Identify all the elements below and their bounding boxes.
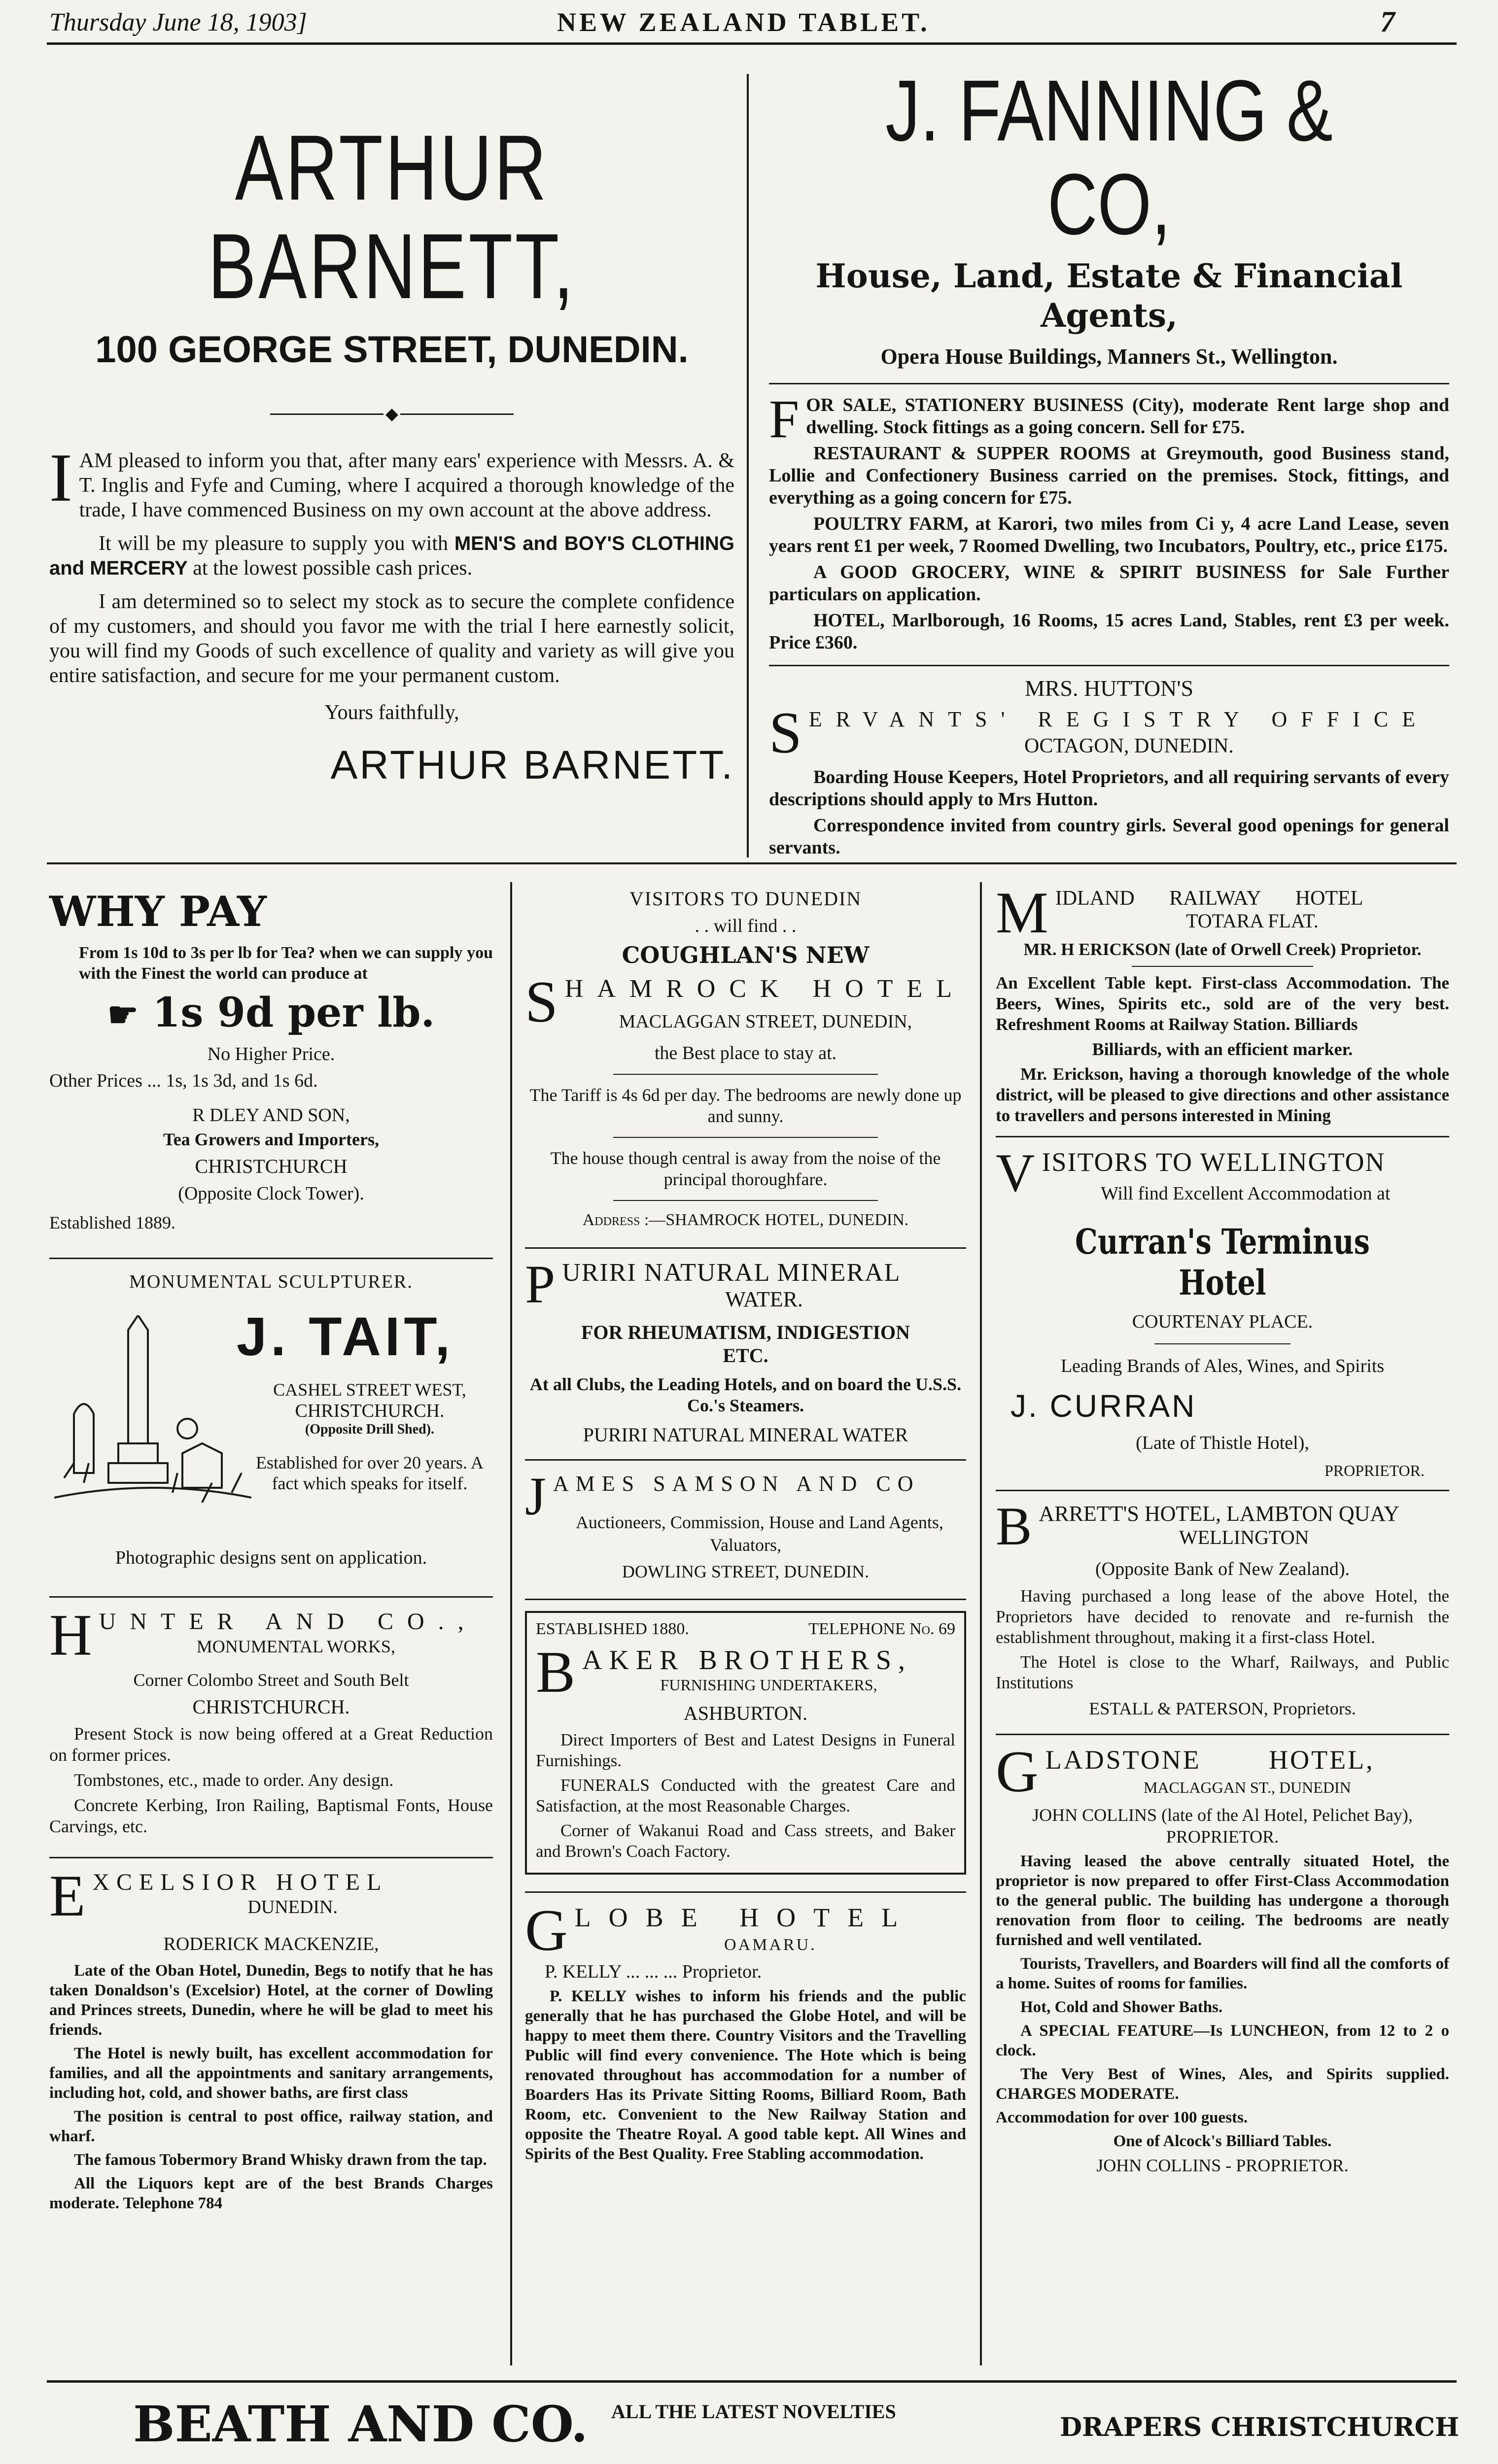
puriri-header bbox=[525, 1254, 966, 1314]
footer-novelties: ALL THE LATEST NOVELTIES bbox=[611, 2400, 896, 2423]
fanning-listings bbox=[769, 389, 1449, 654]
dropcap: V bbox=[996, 1143, 1035, 1203]
ad-samson bbox=[525, 1466, 966, 1582]
gladstone-name: LADSTONE HOTEL, bbox=[1045, 1745, 1375, 1775]
ad-puriri bbox=[525, 1254, 966, 1446]
baker-city: ASHBURTON. bbox=[683, 1702, 808, 1724]
hunter-city: CHRISTCHURCH. bbox=[192, 1696, 350, 1718]
ad-barrett bbox=[996, 1496, 1449, 1719]
hunter-para-3: Concrete Kerbing, Iron Railing, Baptismal Fonts, House Carvings, etc. bbox=[49, 1795, 493, 1836]
curran-late: (Late of Thistle Hotel), bbox=[1136, 1433, 1309, 1453]
gladstone-para-2: Tourists, Travellers, and Boarders will find all the comforts of a home. Suites of rooms for families. bbox=[996, 1955, 1449, 1992]
listing-5: HOTEL, Marlborough, 16 Rooms, 15 acres Land, Stables, rent £3 per week. Price £360. bbox=[769, 610, 1449, 653]
footer-drapers: DRAPERS CHRISTCHURCH bbox=[1060, 2412, 1460, 2442]
header-rule bbox=[47, 42, 1457, 45]
gladstone-para-3: Hot, Cold and Shower Baths. bbox=[1020, 1998, 1223, 2016]
dropcap: E bbox=[49, 1863, 86, 1928]
monument-illustration bbox=[54, 1315, 251, 1522]
hunter-name: UNTER AND CO., bbox=[99, 1608, 478, 1635]
excelsior-header bbox=[49, 1863, 493, 1928]
whypay-price-text: 1s 9d per lb. bbox=[152, 989, 435, 1036]
tait-street: CASHEL STREET WEST, bbox=[273, 1380, 466, 1400]
baker-para-2: FUNERALS Conducted with the greatest Care and Satisfaction, at the most Reasonable Charges. bbox=[536, 1776, 955, 1815]
ad-fanning bbox=[769, 64, 1449, 863]
gladstone-para-5: The Very Best of Wines, Ales, and Spirits supplied. CHARGES MODERATE. bbox=[996, 2065, 1449, 2103]
rule bbox=[525, 1891, 966, 1893]
tait-city: CHRISTCHURCH. bbox=[295, 1401, 445, 1421]
barnett-para-1-text: AM pleased to inform you that, after many ears' experience with Messrs. A. & T. Inglis and Fyfe and Cuming, where I acquired a thorough knowledge of the trade, I have commenced Business on my own account at the above address. bbox=[79, 449, 734, 521]
whypay-opposite: (Opposite Clock Tower). bbox=[178, 1183, 364, 1204]
listing-2: RESTAURANT & SUPPER ROOMS at Greymouth, good Business stand, Lollie and Confectionery Business carried on the premises. Stock, fittings, and everything as a going concern for £75. bbox=[769, 443, 1449, 508]
curran-hotel-text: Curran's Terminus Hotel bbox=[1075, 1221, 1370, 1303]
baker-para-3: Corner of Wakanui Road and Cass streets, and Baker and Brown's Coach Factory. bbox=[536, 1821, 955, 1861]
dropcap: P bbox=[525, 1254, 556, 1314]
rule bbox=[613, 1074, 878, 1075]
shamrock-header bbox=[525, 969, 966, 1035]
whypay-established: Established 1889. bbox=[49, 1213, 175, 1232]
globe-para-1: P. KELLY wishes to inform his friends and the public generally that he has purchased the Globe Hotel, and will be happy to meet them there. Country Visitors and the Travelling Public will find every convenience. The Hote which is being renovated throughout has accommodation for a number of Boarders Has its Private Sitting Rooms, Billiard Room, Bath Room, etc. Convenient to the New Railway Station and opposite the Theatre Royal. A good table kept. All Wines and Spirits of the Best Quality. Free Stabling accommodation. bbox=[525, 1987, 966, 2163]
puriri-for: FOR RHEUMATISM, INDIGESTION bbox=[581, 1321, 910, 1343]
hunter-works: MONUMENTAL WORKS, bbox=[196, 1637, 395, 1656]
gladstone-para-7: One of Alcock's Billiard Tables. bbox=[1113, 2132, 1332, 2150]
whypay-title: WHY PAY bbox=[49, 887, 267, 936]
puriri-at: At all Clubs, the Leading Hotels, and on board the U.S.S. Co.'s Steamers. bbox=[529, 1374, 962, 1415]
globe-name: LOBE HOTEL bbox=[574, 1903, 916, 1932]
whypay-other: Other Prices ... 1s, 1s 3d, and 1s 6d. bbox=[49, 1070, 318, 1091]
barrett-header bbox=[996, 1496, 1449, 1556]
ad-hunter bbox=[49, 1602, 493, 1837]
fanning-name-text: J. FANNING & CO, bbox=[885, 63, 1333, 253]
shamrock-street: MACLAGGAN STREET, DUNEDIN, bbox=[619, 1011, 912, 1032]
shamrock-coughlan: COUGHLAN'S NEW bbox=[622, 942, 870, 968]
ad-hutton bbox=[769, 675, 1449, 859]
whypay-trade: Tea Growers and Importers, bbox=[163, 1129, 379, 1149]
curran-place: COURTENAY PLACE. bbox=[1132, 1311, 1313, 1332]
barrett-para-2: The Hotel is close to the Wharf, Railways, and Public Institutions bbox=[996, 1652, 1449, 1692]
rule bbox=[613, 1200, 878, 1201]
hunter-corner: Corner Colombo Street and South Belt bbox=[133, 1670, 409, 1690]
dropcap: B bbox=[996, 1496, 1032, 1556]
samson-header bbox=[525, 1466, 966, 1526]
gladstone-footer: JOHN COLLINS - PROPRIETOR. bbox=[1096, 2156, 1349, 2175]
rule bbox=[1132, 966, 1313, 967]
whypay-firm: R DLEY AND SON, bbox=[192, 1105, 350, 1126]
excelsior-para-5: All the Liquors kept are of the best Brands Charges moderate. Telephone 784 bbox=[49, 2175, 493, 2212]
curran-find: Will find Excellent Accommodation at bbox=[1101, 1183, 1391, 1204]
ad-globe bbox=[525, 1897, 966, 2164]
masthead: NEW ZEALAND TABLET. bbox=[557, 7, 930, 37]
ad-baker-brothers bbox=[525, 1611, 966, 1875]
shamrock-tariff: The Tariff is 4s 6d per day. The bedrooms are newly done up and sunny. bbox=[529, 1085, 962, 1126]
rule bbox=[613, 1137, 878, 1138]
midland-name: IDLAND RAILWAY HOTEL bbox=[1055, 887, 1363, 910]
page-number: 7 bbox=[1380, 5, 1395, 38]
dropcap: G bbox=[525, 1897, 568, 1963]
puriri-name: URIRI NATURAL MINERAL bbox=[562, 1259, 901, 1287]
column-left bbox=[49, 887, 493, 2217]
curran-brands: Leading Brands of Ales, Wines, and Spirits bbox=[1060, 1356, 1385, 1376]
ad-shamrock bbox=[525, 887, 966, 1230]
samson-name: AMES SAMSON AND CO bbox=[553, 1472, 920, 1496]
fanning-rule bbox=[769, 383, 1449, 384]
dropcap: J bbox=[525, 1466, 546, 1526]
curran-proprietor: PROPRIETOR. bbox=[1324, 1462, 1425, 1479]
baker-para-1: Direct Importers of Best and Latest Designs in Funeral Furnishings. bbox=[536, 1730, 955, 1770]
column-divider bbox=[510, 882, 512, 2365]
tait-details bbox=[246, 1379, 493, 1494]
tait-established: Established for over 20 years. A fact which speaks for itself. bbox=[256, 1453, 484, 1493]
curran-name: J. CURRAN bbox=[1010, 1388, 1197, 1424]
dropcap: S bbox=[769, 700, 802, 765]
shamrock-best: the Best place to stay at. bbox=[654, 1043, 837, 1063]
ad-why-pay bbox=[49, 887, 493, 1233]
whypay-city: CHRISTCHURCH bbox=[195, 1155, 348, 1177]
column-divider bbox=[980, 882, 982, 2365]
column-middle bbox=[525, 887, 966, 2168]
shamrock-will-find: . . will find . . bbox=[695, 916, 797, 936]
footer-beath: BEATH AND CO. bbox=[133, 2395, 588, 2453]
gladstone-header bbox=[996, 1739, 1449, 1804]
rule bbox=[49, 1857, 493, 1858]
samson-street: DOWLING STREET, DUNEDIN. bbox=[622, 1562, 870, 1581]
gladstone-para-4: A SPECIAL FEATURE—Is LUNCHEON, from 12 to 2 o clock. bbox=[996, 2022, 1449, 2059]
listing-1 bbox=[769, 389, 1449, 449]
dropcap: B bbox=[536, 1639, 576, 1705]
tait-heading: MONUMENTAL SCULPTURER. bbox=[129, 1271, 413, 1292]
globe-header bbox=[525, 1897, 966, 1963]
ad-arthur-barnett bbox=[49, 118, 734, 788]
hutton-place: OCTAGON, DUNEDIN. bbox=[1024, 735, 1234, 757]
baker-name: AKER BROTHERS, bbox=[582, 1645, 912, 1676]
rule bbox=[525, 1599, 966, 1600]
dropcap: M bbox=[996, 880, 1048, 945]
shamrock-name: HAMROCK HOTEL bbox=[564, 975, 966, 1003]
midland-place: TOTARA FLAT. bbox=[1186, 910, 1319, 932]
rule bbox=[525, 1247, 966, 1249]
hutton-para-2: Correspondence invited from country girls. Several good openings for general servants. bbox=[769, 815, 1449, 858]
hutton-title: MRS. HUTTON'S bbox=[1024, 676, 1194, 701]
barnett-para-2 bbox=[49, 531, 734, 581]
whypay-price bbox=[49, 989, 493, 1036]
fanning-address: Opera House Buildings, Manners St., Wellington. bbox=[880, 344, 1338, 369]
header-date: Thursday June 18, 1903] bbox=[49, 8, 307, 36]
excelsior-para-4: The famous Tobermory Brand Whisky drawn from the tap. bbox=[74, 2151, 487, 2169]
barnett-name-text: ARTHUR BARNETT, bbox=[208, 116, 576, 318]
baker-telephone: TELEPHONE No. 69 bbox=[808, 1620, 955, 1638]
midland-para-3: Mr. Erickson, having a thorough knowledge of the whole district, will be pleased to give directions and other assistance to travellers and persons interested in Mining bbox=[996, 1064, 1449, 1125]
hunter-header bbox=[49, 1602, 493, 1668]
tait-opposite: (Opposite Drill Shed). bbox=[305, 1422, 435, 1437]
gladstone-para-6: Accommodation for over 100 guests. bbox=[996, 2109, 1248, 2126]
shamrock-address: Address :—SHAMROCK HOTEL, DUNEDIN. bbox=[582, 1211, 909, 1229]
shamrock-house: The house though central is away from the noise of the principal thoroughfare. bbox=[550, 1148, 941, 1189]
listing-4: A GOOD GROCERY, WINE & SPIRIT BUSINESS for Sale Further particulars on application. bbox=[769, 562, 1449, 605]
barnett-para-2c: at the lowest possible cash prices. bbox=[193, 557, 473, 580]
hutton-para-1: Boarding House Keepers, Hotel Proprietors, and all requiring servants of every descriptions should apply to Mrs Hutton. bbox=[769, 767, 1449, 810]
globe-city: OAMARU. bbox=[724, 1936, 817, 1954]
diamond-icon: ◆ bbox=[385, 405, 399, 423]
whypay-lead: From 1s 10d to 3s per lb for Tea? when we can supply you with the Finest the world can produce at bbox=[79, 944, 493, 983]
dropcap: H bbox=[49, 1602, 92, 1668]
samson-trade: Auctioneers, Commission, House and Land Agents, Valuators, bbox=[575, 1512, 943, 1555]
barnett-para-2b: MEN'S and BOY'S CLOTHING and MERCERY bbox=[49, 533, 734, 579]
barnett-name bbox=[49, 116, 734, 318]
rule bbox=[49, 1596, 493, 1598]
excelsior-para-2: The Hotel is newly built, has excellent accommodation for families, and all the appointments and sanitary arrangements, including hot, cold, and shower baths, are first class bbox=[49, 2045, 493, 2102]
midland-para-1: An Excellent Table kept. First-class Accommodation. The Beers, Wines, Spirits etc., sold are of the very best. Refreshment Rooms at Railway Station. Billiards bbox=[996, 973, 1449, 1034]
midland-header bbox=[996, 880, 1449, 945]
barrett-para-1: Having purchased a long lease of the above Hotel, the Proprietors have decided to renovate and re-furnish the establishment throughout, making it a first-class Hotel. bbox=[996, 1586, 1449, 1647]
hutton-office bbox=[769, 700, 1449, 765]
curran-hotel bbox=[996, 1221, 1449, 1303]
column-divider bbox=[747, 74, 749, 857]
column-right bbox=[996, 880, 1449, 2176]
listing-3: POULTRY FARM, at Karori, two miles from Ci y, 4 acre Land Lease, seven years rent £1 per week, 7 Roomed Dwelling, two Incubators, Poultry, etc., price £175. bbox=[769, 513, 1449, 556]
excelsior-name: XCELSIOR HOTEL bbox=[92, 1869, 388, 1895]
ad-excelsior bbox=[49, 1863, 493, 2213]
excelsior-para-3: The position is central to post office, railway station, and wharf. bbox=[49, 2108, 493, 2145]
excelsior-city: DUNEDIN. bbox=[247, 1897, 338, 1917]
dropcap: G bbox=[996, 1739, 1039, 1804]
pointing-hand-icon: ☛ bbox=[107, 994, 139, 1035]
ad-tait bbox=[49, 1271, 493, 1576]
rule bbox=[996, 1136, 1449, 1137]
baker-header bbox=[536, 1639, 955, 1705]
rule bbox=[996, 1490, 1449, 1491]
midland-proprietor: MR. H ERICKSON (late of Orwell Creek) Proprietor. bbox=[1023, 940, 1422, 959]
rule bbox=[525, 1459, 966, 1461]
fanning-name bbox=[769, 64, 1449, 251]
ad-midland bbox=[996, 880, 1449, 1126]
barrett-opposite: (Opposite Bank of New Zealand). bbox=[1095, 1559, 1350, 1579]
excelsior-proprietor: RODERICK MACKENZIE, bbox=[163, 1934, 379, 1954]
barnett-para-3: I am determined so to select my stock as to secure the complete confidence of my customers, and should you favor me with the trial I here earnestly solicit, you will find my Goods of such excellence of quality and variety as will give you entire satisfaction, and secure for me your permanent custom. bbox=[49, 590, 734, 687]
ad-curran bbox=[996, 1143, 1449, 1480]
gladstone-para-1: Having leased the above centrally situated Hotel, the proprietor is now prepared to offer First-Class Accommodation to the general public. The building has undergone a thorough renovation from floor to ceiling. The bedrooms are neatly furnished and well ventilated. bbox=[996, 1852, 1449, 1949]
barnett-signature: ARTHUR BARNETT. bbox=[330, 743, 734, 787]
midland-para-2: Billiards, with an efficient marker. bbox=[1092, 1039, 1353, 1059]
tait-name: J. TAIT, bbox=[237, 1306, 454, 1367]
fanning-bottom-rule bbox=[769, 665, 1449, 666]
puriri-water: WATER. bbox=[725, 1287, 803, 1311]
globe-proprietor: P. KELLY ... ... ... Proprietor. bbox=[545, 1961, 762, 1982]
dropcap: S bbox=[525, 969, 558, 1034]
barnett-address: 100 GEORGE STREET, DUNEDIN. bbox=[95, 329, 689, 371]
hutton-office-text: ERVANTS' REGISTRY OFFICE bbox=[808, 707, 1429, 731]
barnett-closing: Yours faithfully, bbox=[324, 701, 459, 724]
barrett-city: WELLINGTON bbox=[1179, 1526, 1309, 1548]
baker-trade: FURNISHING UNDERTAKERS, bbox=[660, 1676, 877, 1694]
rule bbox=[996, 1734, 1449, 1735]
barnett-para-1 bbox=[49, 440, 734, 522]
curran-visitors: ISITORS TO WELLINGTON bbox=[1042, 1147, 1386, 1177]
gladstone-street: MACLAGGAN ST., DUNEDIN bbox=[1143, 1779, 1351, 1796]
hunter-para-1: Present Stock is now being offered at a Great Reduction on former prices. bbox=[49, 1724, 493, 1765]
rule bbox=[49, 1258, 493, 1259]
tait-photo: Photographic designs sent on application. bbox=[115, 1547, 427, 1568]
barnett-ornament bbox=[49, 404, 734, 424]
puriri-etc: ETC. bbox=[723, 1344, 768, 1367]
whypay-no-higher: No Higher Price. bbox=[207, 1044, 335, 1064]
excelsior-para-1: Late of the Oban Hotel, Dunedin, Begs to notify that he has taken Donaldson's (Excelsior) Hotel, at the corner of Dowling and Princes streets, Dunedin, where he will be glad to meet his friends. bbox=[49, 1962, 493, 2039]
gladstone-proprietor: JOHN COLLINS (late of the Al Hotel, Pelichet Bay), PROPRIETOR. bbox=[1032, 1805, 1413, 1847]
puriri-footer: PURIRI NATURAL MINERAL WATER bbox=[583, 1424, 908, 1446]
baker-established: ESTABLISHED 1880. bbox=[536, 1620, 689, 1638]
listing-1-text: OR SALE, STATIONERY BUSINESS (City), moderate Rent large shop and dwelling. Stock fittings as a going concern. Sell for £75. bbox=[806, 395, 1449, 438]
barnett-para-2a: It will be my pleasure to supply you with bbox=[99, 532, 448, 555]
fanning-tagline: House, Land, Estate & Financial Agents, bbox=[815, 257, 1403, 335]
baker-top bbox=[536, 1620, 955, 1639]
dropcap: F bbox=[769, 389, 800, 449]
ad-gladstone bbox=[996, 1739, 1449, 2176]
dropcap: I bbox=[49, 440, 72, 516]
rule bbox=[1154, 1343, 1290, 1344]
barrett-firm: ESTALL & PATERSON, Proprietors. bbox=[1089, 1699, 1356, 1718]
footer-rule bbox=[47, 2380, 1457, 2383]
barrett-name: ARRETT'S HOTEL, LAMBTON QUAY bbox=[1039, 1502, 1399, 1526]
hunter-para-2: Tombstones, etc., made to order. Any design. bbox=[74, 1770, 394, 1790]
shamrock-visitors: VISITORS TO DUNEDIN bbox=[629, 888, 862, 910]
